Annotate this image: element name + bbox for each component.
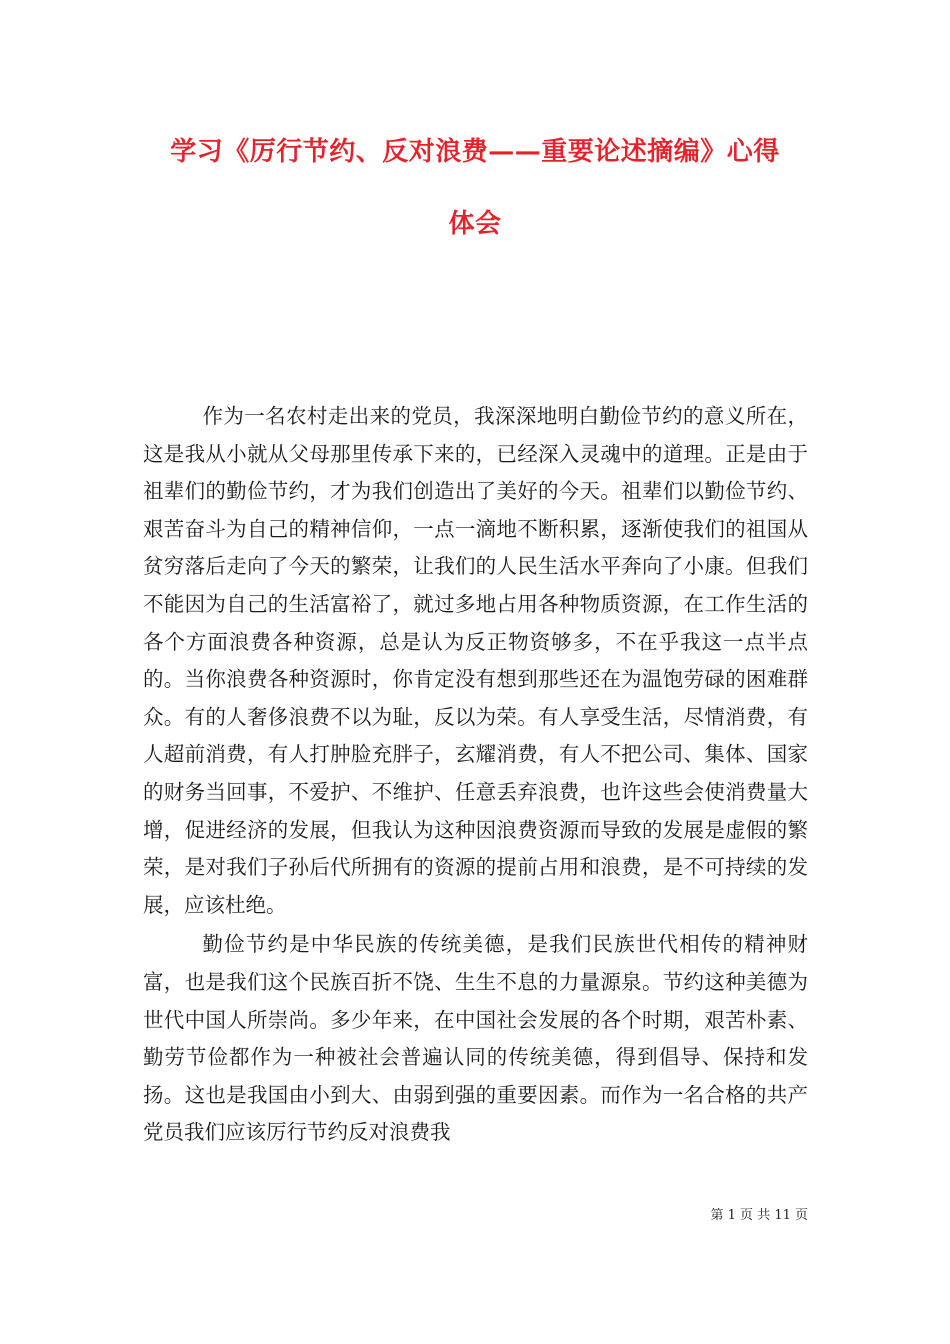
body-paragraph-1: 作为一名农村走出来的党员，我深深地明白勤俭节约的意义所在，这是我从小就从父母那里传承下来的，已经深入灵魂中的道理。正是由于祖辈们的勤俭节约，才为我们创造出了美好的今天。祖辈们以勤俭节约、艰苦奋斗为自己的精神信仰，一点一滴地不断积累，逐渐使我们的祖国从贫穷落后走向了今天的繁荣，让我们的人民生活水平奔向了小康。但我们不能因为自己的生活富裕了，就过多地占用各种物质资源，在工作生活的各个方面浪费各种资源，总是认为反正物资够多，不在乎我这一点半点的。当你浪费各种资源时，你肯定没有想到那些还在为温饱劳碌的困难群众。有的人奢侈浪费不以为耻，反以为荣。有人享受生活，尽情消费，有人超前消费，有人打肿脸充胖子，玄耀消费，有人不把公司、集体、国家的财务当回事，不爱护、不维护、任意丢弃浪费，也许这些会使消费量大增，促进经济的发展，但我认为这种因浪费资源而导致的发展是虚假的繁荣，是对我们子孙后代所拥有的资源的提前占用和浪费，是不可持续的发展，应该杜绝。 [143,404,808,917]
page-number-footer: 第 1 页 共 11 页 [710,1208,808,1223]
document-title-line2: 体会 [448,209,502,239]
body-paragraph-2: 勤俭节约是中华民族的传统美德，是我们民族世代相传的精神财富，也是我们这个民族百折不饶、生生不息的力量源泉。节约这种美德为世代中国人所崇尚。多少年来，在中国社会发展的各个时期，艰苦朴素、勤劳节俭都作为一种被社会普遍认同的传统美德，得到倡导、保持和发扬。这也是我国由小到大、由弱到强的重要因素。而作为一名合格的共产党员我们应该厉行节约反对浪费我 [143,932,808,1145]
document-body [143,398,808,1152]
document-title-line1: 学习《厉行节约、反对浪费——重要论述摘编》心得 [170,137,780,167]
